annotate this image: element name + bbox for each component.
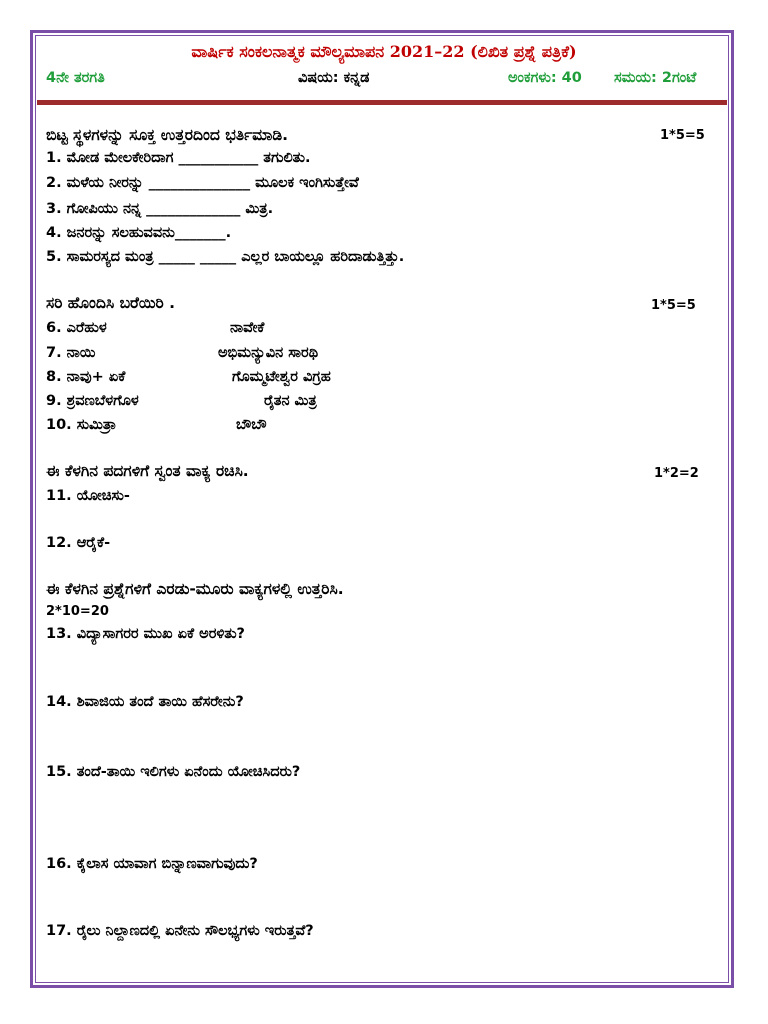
- section2-heading: ಸರಿ ಹೊಂದಿಸಿ ಬರೆಯಿರಿ .: [46, 294, 175, 312]
- match-right-4: ರೈತನ ಮಿತ್ರ: [264, 393, 317, 409]
- time-label: ಸಮಯ: 2ಗಂಟೆ: [614, 70, 697, 86]
- question-4: 4. ಜನರನ್ನು ಸಲಹುವವನು_______.: [46, 225, 232, 241]
- question-5: 5. ಸಾಮರಸ್ಯದ ಮಂತ್ರ _____ _____ ಎಲ್ಲರ ಬಾಯಲ್ಲೂ ಹರಿದಾಡುತ್ತಿತ್ತು.: [46, 249, 405, 265]
- question-1: 1. ಮೋಡ ಮೇಲಕೇರಿದಾಗ ___________ ತಗುಲಿತು.: [46, 150, 311, 166]
- total-marks-label: ಅಂಕಗಳು: 40: [508, 70, 582, 86]
- section3-marks: 1*2=2: [654, 466, 699, 481]
- question-15: 15. ತಂದೆ-ತಾಯಿ ಇಲಿಗಳು ಏನೆಂದು ಯೋಚಿಸಿದರು?: [46, 764, 301, 780]
- match-right-3: ಗೊಮ್ಮಟೇಶ್ವರ ವಿಗ್ರಹ: [232, 369, 331, 385]
- section4-heading: ಈ ಕೆಳಗಿನ ಪ್ರಶ್ನೆಗಳಿಗೆ ಎರಡು-ಮೂರು ವಾಕ್ಯಗಳಲ್ಲಿ ಉತ್ತರಿಸಿ.: [46, 580, 344, 598]
- question-12: 12. ಆರೈಕೆ-: [46, 535, 111, 551]
- match-left-8: 8. ನಾವು+ ಏಕೆ: [46, 369, 126, 385]
- match-left-10: 10. ಸುಮಿತ್ರಾ: [46, 417, 117, 433]
- question-16: 16. ಕೈಲಾಸ ಯಾವಾಗ ಬಿನ್ನಾಣವಾಗುವುದು?: [46, 856, 258, 872]
- question-11: 11. ಯೋಚಿಸು-: [46, 488, 130, 504]
- section3-heading: ಈ ಕೆಳಗಿನ ಪದಗಳಿಗೆ ಸ್ವಂತ ವಾಕ್ಯ ರಚಿಸಿ.: [46, 462, 249, 480]
- question-13: 13. ವಿದ್ಯಾಸಾಗರರ ಮುಖ ಏಕೆ ಅರಳಿತು?: [46, 626, 245, 642]
- section4-marks: 2*10=20: [46, 604, 109, 619]
- match-right-5: ಬೌಬೌ: [236, 417, 267, 433]
- header-divider: [37, 100, 727, 105]
- match-left-7: 7. ನಾಯಿ: [46, 345, 96, 361]
- question-3: 3. ಗೋಪಿಯು ನನ್ನ _____________ ಮಿತ್ರ.: [46, 201, 274, 217]
- subject-label: ವಿಷಯ: ಕನ್ನಡ: [298, 70, 370, 86]
- exam-title: ವಾರ್ಷಿಕ ಸಂಕಲನಾತ್ಮಕ ಮೌಲ್ಯಮಾಪನ 2021–22 (ಲಿಖಿತ ಪ್ರಶ್ನೆ ಪತ್ರಿಕೆ): [191, 42, 577, 61]
- match-right-2: ಅಭಿಮನ್ಯುವಿನ ಸಾರಥಿ: [218, 345, 319, 361]
- question-17: 17. ರೈಲು ನಿಲ್ದಾಣದಲ್ಲಿ ಏನೇನು ಸೌಲಭ್ಯಗಳು ಇರುತ್ತವೆ?: [46, 923, 314, 939]
- class-label: 4ನೇ ತರಗತಿ: [46, 70, 105, 86]
- section2-marks: 1*5=5: [651, 298, 696, 313]
- section1-marks: 1*5=5: [660, 128, 705, 143]
- match-right-1: ನಾವೇಕೆ: [230, 320, 265, 336]
- match-left-9: 9. ಶ್ರವಣಬೆಳಗೊಳ: [46, 393, 139, 409]
- match-left-6: 6. ಎರೆಹುಳ: [46, 320, 107, 336]
- question-14: 14. ಶಿವಾಜಿಯ ತಂದೆ ತಾಯಿ ಹೆಸರೇನು?: [46, 694, 244, 710]
- question-2: 2. ಮಳೆಯ ನೀರನ್ನು ______________ ಮೂಲಕ ಇಂಗಿಸುತ್ತೇವೆ: [46, 175, 359, 191]
- section1-heading: ಬಿಟ್ಟ ಸ್ಥಳಗಳನ್ನು ಸೂಕ್ತ ಉತ್ತರದಿಂದ ಭರ್ತಿಮಾಡಿ.: [46, 126, 288, 144]
